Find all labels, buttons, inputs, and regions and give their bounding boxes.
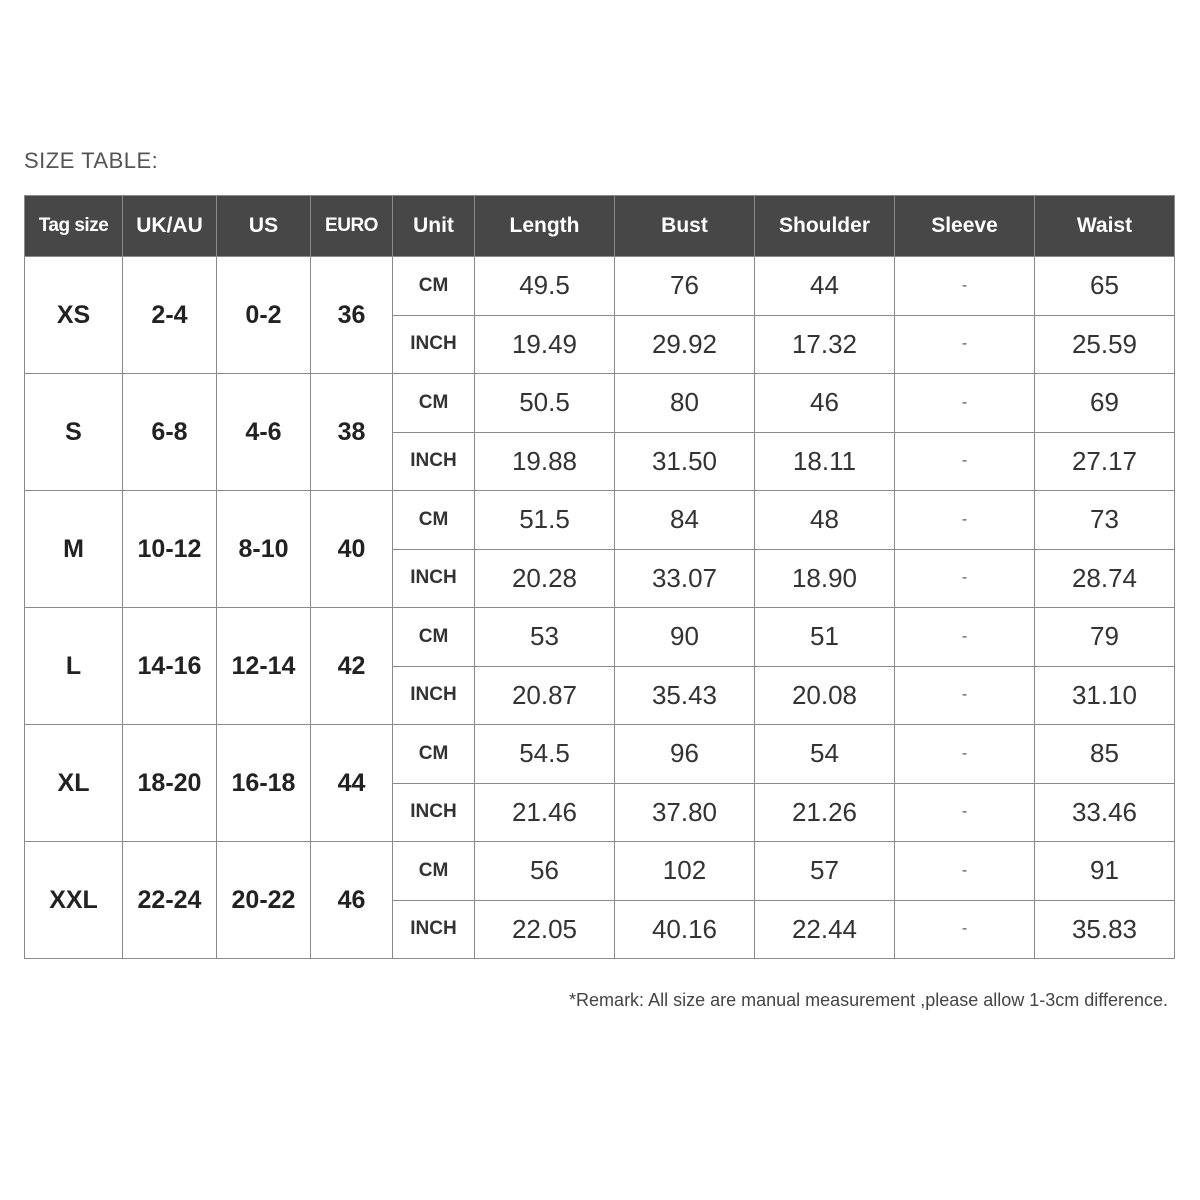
shoulder-cell: 48 — [755, 491, 895, 550]
header-bust: Bust — [615, 196, 755, 257]
waist-cell: 35.83 — [1035, 900, 1175, 959]
shoulder-cell: 18.11 — [755, 432, 895, 491]
tag-size-cell: XS — [25, 257, 123, 374]
euro-cell: 42 — [311, 608, 393, 725]
sleeve-cell: - — [895, 783, 1035, 842]
header-tag-size: Tag size — [25, 196, 123, 257]
sleeve-cell: - — [895, 842, 1035, 901]
bust-cell: 29.92 — [615, 315, 755, 374]
sleeve-cell: - — [895, 549, 1035, 608]
bust-cell: 40.16 — [615, 900, 755, 959]
shoulder-cell: 51 — [755, 608, 895, 667]
table-row — [25, 374, 1175, 433]
shoulder-cell: 22.44 — [755, 900, 895, 959]
size-table — [24, 195, 1175, 959]
unit-cell: CM — [393, 608, 475, 667]
shoulder-cell: 54 — [755, 725, 895, 784]
length-cell: 19.49 — [475, 315, 615, 374]
unit-cell: INCH — [393, 315, 475, 374]
euro-cell: 44 — [311, 725, 393, 842]
uk-au-cell: 10-12 — [123, 491, 217, 608]
us-cell: 20-22 — [217, 842, 311, 959]
unit-cell: INCH — [393, 666, 475, 725]
unit-cell: INCH — [393, 783, 475, 842]
length-cell: 50.5 — [475, 374, 615, 433]
bust-cell: 102 — [615, 842, 755, 901]
waist-cell: 85 — [1035, 725, 1175, 784]
unit-cell: CM — [393, 374, 475, 433]
header-waist: Waist — [1035, 196, 1175, 257]
bust-cell: 76 — [615, 257, 755, 316]
shoulder-cell: 46 — [755, 374, 895, 433]
unit-cell: INCH — [393, 900, 475, 959]
header-row — [25, 196, 1175, 257]
shoulder-cell: 17.32 — [755, 315, 895, 374]
header-us: US — [217, 196, 311, 257]
us-cell: 4-6 — [217, 374, 311, 491]
waist-cell: 28.74 — [1035, 549, 1175, 608]
shoulder-cell: 18.90 — [755, 549, 895, 608]
tag-size-cell: XXL — [25, 842, 123, 959]
table-row — [25, 842, 1175, 901]
shoulder-cell: 57 — [755, 842, 895, 901]
shoulder-cell: 21.26 — [755, 783, 895, 842]
euro-cell: 46 — [311, 842, 393, 959]
uk-au-cell: 6-8 — [123, 374, 217, 491]
tag-size-cell: M — [25, 491, 123, 608]
length-cell: 49.5 — [475, 257, 615, 316]
bust-cell: 33.07 — [615, 549, 755, 608]
uk-au-cell: 18-20 — [123, 725, 217, 842]
tag-size-cell: S — [25, 374, 123, 491]
bust-cell: 80 — [615, 374, 755, 433]
bust-cell: 84 — [615, 491, 755, 550]
tag-size-cell: XL — [25, 725, 123, 842]
unit-cell: CM — [393, 842, 475, 901]
waist-cell: 31.10 — [1035, 666, 1175, 725]
uk-au-cell: 2-4 — [123, 257, 217, 374]
length-cell: 19.88 — [475, 432, 615, 491]
euro-cell: 36 — [311, 257, 393, 374]
header-length: Length — [475, 196, 615, 257]
waist-cell: 65 — [1035, 257, 1175, 316]
header-unit: Unit — [393, 196, 475, 257]
us-cell: 16-18 — [217, 725, 311, 842]
us-cell: 12-14 — [217, 608, 311, 725]
unit-cell: INCH — [393, 549, 475, 608]
header-euro: EURO — [311, 196, 393, 257]
waist-cell: 33.46 — [1035, 783, 1175, 842]
sleeve-cell: - — [895, 315, 1035, 374]
length-cell: 20.28 — [475, 549, 615, 608]
sleeve-cell: - — [895, 491, 1035, 550]
bust-cell: 37.80 — [615, 783, 755, 842]
euro-cell: 40 — [311, 491, 393, 608]
waist-cell: 73 — [1035, 491, 1175, 550]
bust-cell: 96 — [615, 725, 755, 784]
us-cell: 8-10 — [217, 491, 311, 608]
shoulder-cell: 20.08 — [755, 666, 895, 725]
unit-cell: INCH — [393, 432, 475, 491]
sleeve-cell: - — [895, 666, 1035, 725]
waist-cell: 91 — [1035, 842, 1175, 901]
waist-cell: 27.17 — [1035, 432, 1175, 491]
length-cell: 53 — [475, 608, 615, 667]
waist-cell: 79 — [1035, 608, 1175, 667]
unit-cell: CM — [393, 257, 475, 316]
tag-size-cell: L — [25, 608, 123, 725]
shoulder-cell: 44 — [755, 257, 895, 316]
sleeve-cell: - — [895, 608, 1035, 667]
unit-cell: CM — [393, 725, 475, 784]
length-cell: 22.05 — [475, 900, 615, 959]
header-shoulder: Shoulder — [755, 196, 895, 257]
page-title: SIZE TABLE: — [24, 148, 159, 173]
sleeve-cell: - — [895, 725, 1035, 784]
header-sleeve: Sleeve — [895, 196, 1035, 257]
us-cell: 0-2 — [217, 257, 311, 374]
length-cell: 21.46 — [475, 783, 615, 842]
bust-cell: 31.50 — [615, 432, 755, 491]
table-row — [25, 257, 1175, 316]
header-uk-au: UK/AU — [123, 196, 217, 257]
table-row — [25, 725, 1175, 784]
remark-note: *Remark: All size are manual measurement ,please allow 1-3cm difference. — [569, 990, 1168, 1010]
uk-au-cell: 14-16 — [123, 608, 217, 725]
sleeve-cell: - — [895, 900, 1035, 959]
bust-cell: 90 — [615, 608, 755, 667]
unit-cell: CM — [393, 491, 475, 550]
sleeve-cell: - — [895, 257, 1035, 316]
sleeve-cell: - — [895, 374, 1035, 433]
sleeve-cell: - — [895, 432, 1035, 491]
waist-cell: 69 — [1035, 374, 1175, 433]
table-row — [25, 491, 1175, 550]
length-cell: 20.87 — [475, 666, 615, 725]
uk-au-cell: 22-24 — [123, 842, 217, 959]
length-cell: 51.5 — [475, 491, 615, 550]
bust-cell: 35.43 — [615, 666, 755, 725]
length-cell: 56 — [475, 842, 615, 901]
table-row — [25, 608, 1175, 667]
euro-cell: 38 — [311, 374, 393, 491]
waist-cell: 25.59 — [1035, 315, 1175, 374]
length-cell: 54.5 — [475, 725, 615, 784]
